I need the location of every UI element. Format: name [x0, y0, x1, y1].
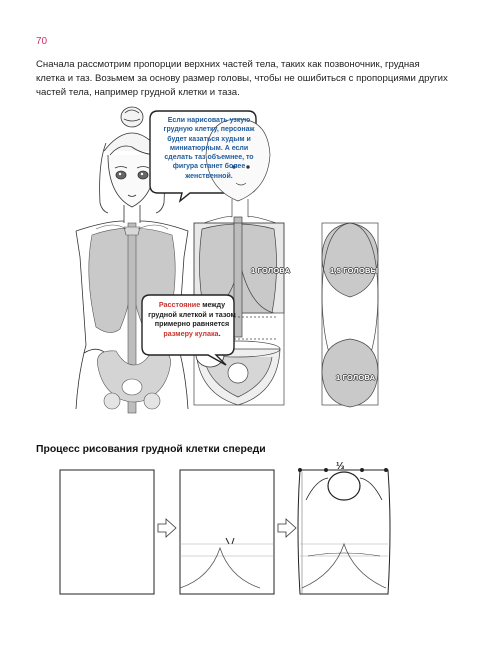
step-2: [180, 470, 274, 594]
label-one-head: 1 ГОЛОВА: [251, 266, 291, 275]
intro-paragraph: Сначала рассмотрим пропорции верхних частей тела, таких как позвоночник, грудная клетка и таз. Возьмем за основу размер головы, чтобы не ошибиться с пропорциями других частей тела, например грудной клетки и таза.: [36, 59, 448, 98]
bubble-red-2: размеру кулака: [163, 328, 219, 338]
bubble-plain-1: между грудной клеткой и тазом примерно равняется: [148, 300, 236, 329]
label-one-half-head: 1,5 ГОЛОВЫ: [330, 266, 379, 275]
arrow-2: [278, 519, 296, 537]
fraction-mark: ⅓: [336, 461, 345, 472]
page-number: 70: [36, 36, 48, 47]
bubble-red-1: Расстояние: [158, 300, 201, 309]
bubble-top-text: Если нарисовать узкую грудную клетку, персонаж будет казаться худым и миниатюрным. А если сделать таз объемнее, то фигура станет более женственной.: [163, 117, 255, 180]
process-steps: [36, 460, 436, 595]
bubble-bottom-text: [146, 300, 238, 338]
step-3: [298, 469, 390, 595]
process-heading: Процесс рисования грудной клетки спереди: [36, 444, 266, 455]
arrow-1: [158, 519, 176, 537]
bubble-plain-2: .: [218, 328, 221, 338]
step-1-rect: [60, 470, 154, 594]
label-one-head-2: 1 ГОЛОВА: [336, 373, 376, 382]
